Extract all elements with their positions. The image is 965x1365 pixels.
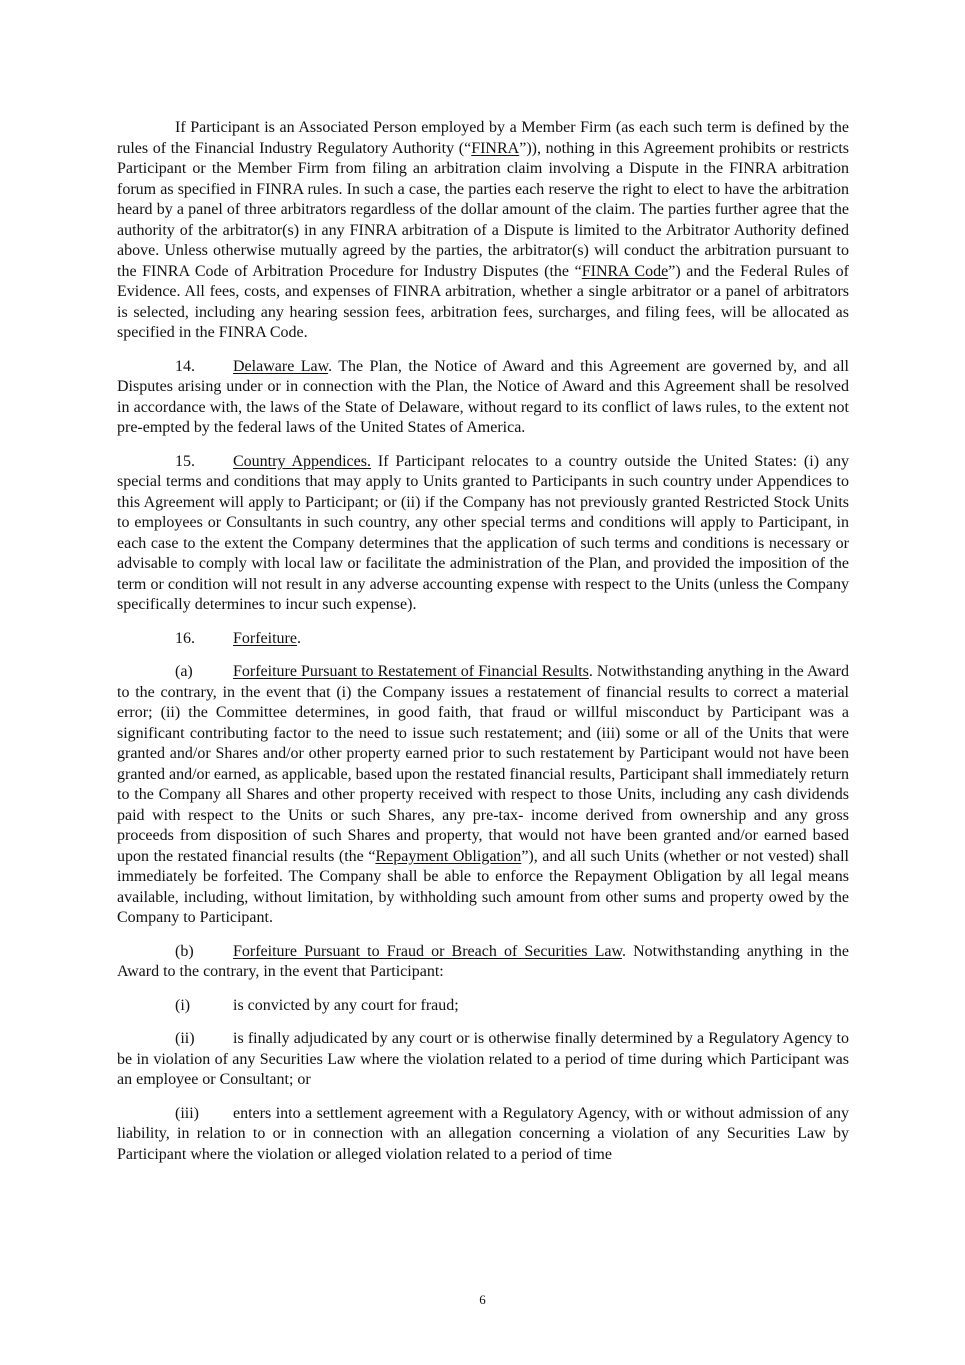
section-15-country-appendices: 15. Country Appendices. If Participant relocates to a country outside the United States: (i) any special terms and conditions that may apply to Units granted to Participants in such country under Appendices to this Agreement will apply to Participant; or (ii) if the Company has not previously granted Restricted Stock Units to employees or Consultants in such country, any other special terms and conditions will apply to Participant, in each case to the extent the Company determines that the application of such terms and conditions is necessary or advisable to comply with local law or facilitate the administration of the Plan, and provided the imposition of the term or condition will not result in any adverse accounting expense with respect to the Units (unless the Company specifically determines to incur such expense).	[117, 452, 850, 613]
section-heading: Forfeiture	[233, 629, 297, 647]
document-page	[117, 118, 849, 1165]
section-number: 14.	[175, 357, 195, 375]
section-number: 16.	[175, 629, 195, 647]
defined-term-finra-code: FINRA Code	[581, 262, 669, 280]
clause-number: (i)	[175, 996, 191, 1014]
section-heading: Country Appendices.	[233, 452, 371, 470]
subsection-16a-restatement: (a) Forfeiture Pursuant to Restatement of Financial Results. Notwithstanding anything in the Award to the contrary, in the event that (i) the Company issues a restatement of financial results to correct a material error; (ii) the Committee determines, in good faith, that fraud or willful misconduct by Participant was a significant contributing factor to the need to issue such restatement; and (iii) some or all of the Units that were granted and/or Shares and/or other property earned prior to such restatement by Participant would not have been granted and/or earned, as applicable, based upon the restated financial results, Participant shall immediately return to the Company all Shares and other property received with respect to those Units, including any cash dividends paid with respect to the Units or such Shares, any pre-tax- income derived from ownership and any gross proceeds from disposition of such Shares and property, that would not have been granted and/or earned based upon the restated financial results (the “Repayment Obligation”), and all such Units (whether or not vested) shall immediately be forfeited. The Company shall be able to enforce the Repayment Obligation by all legal means available, including, without limitation, by withholding such amount from other sums and property owed by the Company to Participant.	[117, 663, 850, 926]
paragraph-finra-arbitration: If Participant is an Associated Person employed by a Member Firm (as each such term is defined by the rules of the Financial Industry Regulatory Authority (“FINRA”)), nothing in this Agreement prohibits or restricts Participant or the Member Firm from filing an arbitration claim involving a Dispute in the FINRA arbitration forum as specified in FINRA rules. In such a case, the parties each reserve the right to elect to have the arbitration heard by a panel of three arbitrators regardless of the dollar amount of the claim. The parties further agree that the authority of the arbitrator(s) in any FINRA arbitration of a Dispute is limited to the Arbitrator Authority defined above. Unless otherwise mutually agreed by the parties, the arbitrator(s) will conduct the arbitration pursuant to the FINRA Code of Arbitration Procedure for Industry Disputes (the “FINRA Code”) and the Federal Rules of Evidence. All fees, costs, and expenses of FINRA arbitration, whether a single arbitrator or a panel of arbitrators is selected, including any hearing session fees, arbitration fees, surcharges, and filing fees, will be allocated as specified in the FINRA Code.	[117, 119, 850, 341]
defined-term-repayment-obligation: Repayment Obligation	[375, 847, 522, 865]
section-14-delaware-law: 14. Delaware Law. The Plan, the Notice of Award and this Agreement are governed by, and all Disputes arising under or in connection with the Plan, the Notice of Award and this Agreement shall be resolved in accordance with, the laws of the State of Delaware, without regard to its conflict of laws rules, to the extent not pre-empted by the federal laws of the United States of America.	[117, 357, 849, 436]
subsection-heading: Forfeiture Pursuant to Fraud or Breach of Securities Law	[233, 942, 622, 960]
clause-16b-ii: (ii) is finally adjudicated by any court or is otherwise finally determined by a Regulatory Agency to be in violation of any Securities Law where the violation related to a period of time during which Participant was an employee or Consultant; or	[117, 1030, 849, 1088]
subsection-heading: Forfeiture Pursuant to Restatement of Financial Results	[233, 663, 589, 680]
subsection-16b-fraud-securities: (b) Forfeiture Pursuant to Fraud or Breach of Securities Law. Notwithstanding anything in the Award to the contrary, in the event that Participant:	[117, 942, 849, 980]
section-heading: Delaware Law	[233, 357, 329, 375]
section-number: 15.	[175, 452, 195, 470]
clause-16b-i: (i) is convicted by any court for fraud;	[117, 996, 849, 1017]
subsection-number: (a)	[175, 663, 193, 680]
section-16-forfeiture: 16. Forfeiture.	[117, 629, 849, 650]
subsection-number: (b)	[175, 942, 194, 960]
clause-number: (ii)	[175, 1030, 195, 1047]
clause-number: (iii)	[175, 1104, 199, 1122]
page-number: 6	[479, 1292, 486, 1307]
defined-term-finra: FINRA	[471, 139, 520, 157]
clause-16b-iii: (iii) enters into a settlement agreement with a Regulatory Agency, with or without admission of any liability, in relation to or in connection with an allegation concerning a violation of any Securities Law by Participant where the violation or alleged violation related to a period of time	[117, 1104, 849, 1163]
